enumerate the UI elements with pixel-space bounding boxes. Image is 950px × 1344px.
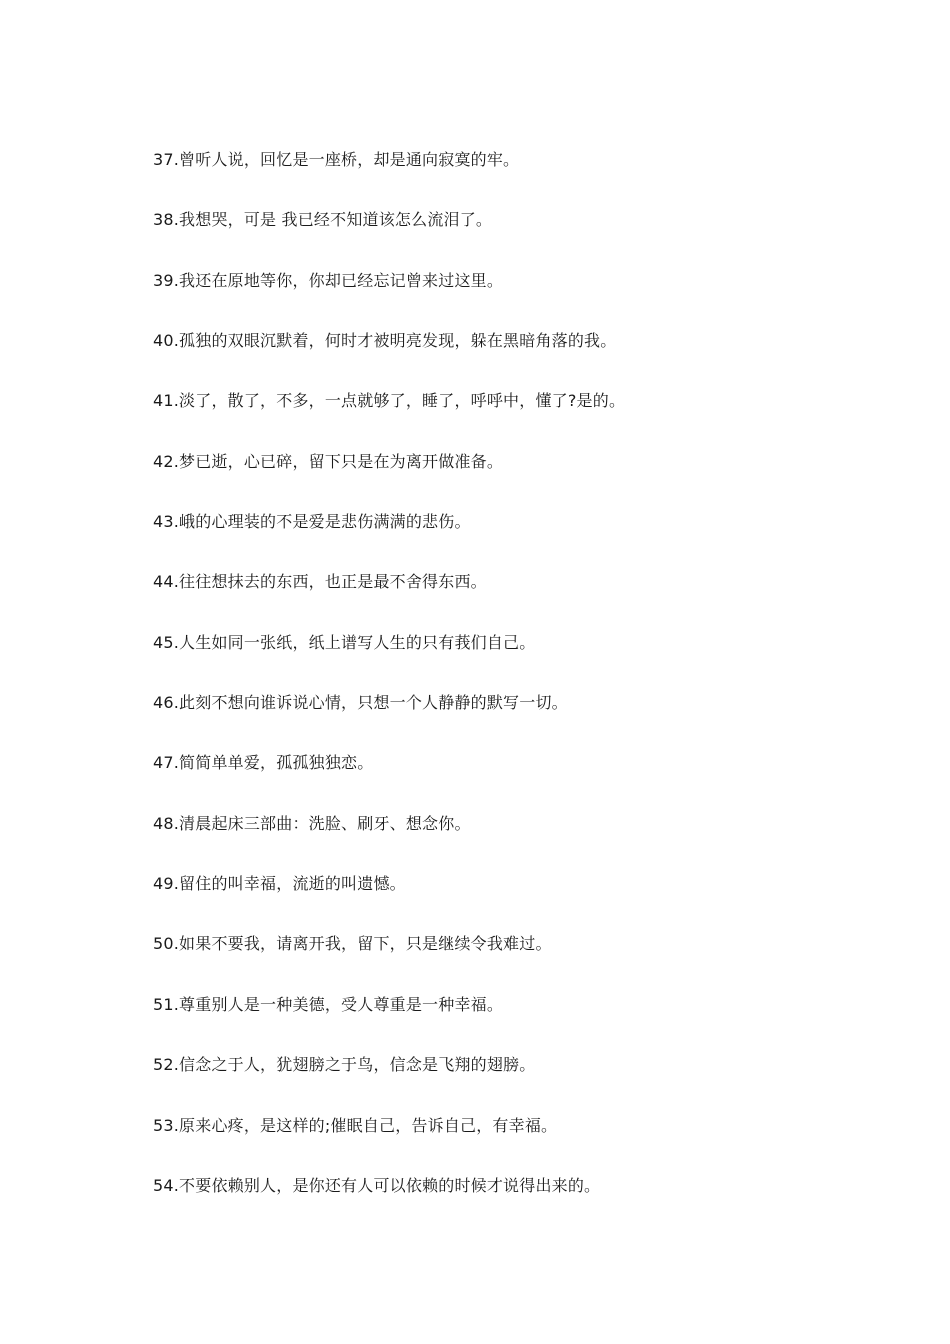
quote-line: 41.淡了，散了，不多，一点就够了，睡了，呼呼中，懂了?是的。	[153, 391, 626, 411]
quote-line: 48.清晨起床三部曲：洗脸、刷牙、想念你。	[153, 813, 471, 833]
quote-line: 40.孤独的双眼沉默着，何时才被明亮发现，躲在黑暗角落的我。	[153, 331, 617, 351]
quote-line: 43.峨的心理装的不是爱是悲伤满满的悲伤。	[153, 512, 471, 532]
quote-line: 38.我想哭，可是 我已经不知道该怎么流泪了。	[153, 210, 493, 230]
quote-line: 50.如果不要我，请离开我，留下，只是继续令我难过。	[153, 934, 552, 954]
quote-line: 49.留住的叫幸福，流逝的叫遗憾。	[153, 874, 406, 894]
quote-line: 54.不要依赖别人，是你还有人可以依赖的时候才说得出来的。	[153, 1175, 601, 1195]
quote-line: 51.尊重别人是一种美德，受人尊重是一种幸福。	[153, 994, 504, 1014]
quote-line: 39.我还在原地等你，你却已经忘记曾来过这里。	[153, 270, 504, 290]
quote-list	[153, 148, 873, 1234]
quote-line: 46.此刻不想向谁诉说心情，只想一个人静静的默写一切。	[153, 693, 568, 713]
quote-line: 44.往往想抹去的东西，也正是最不舍得东西。	[153, 572, 487, 592]
quote-line: 45.人生如同一张纸，纸上谱写人生的只有莪们自己。	[153, 632, 536, 652]
quote-line: 52.信念之于人，犹翅膀之于鸟，信念是飞翔的翅膀。	[153, 1055, 536, 1075]
quote-line: 37.曾听人说，回忆是一座桥，却是通向寂寞的牢。	[153, 150, 520, 169]
quote-line: 47.简简单单爱，孤孤独独恋。	[153, 753, 374, 773]
quote-line: 53.原来心疼，是这样的;催眠自己，告诉自己，有幸福。	[153, 1115, 558, 1135]
quote-line: 42.梦已逝，心已碎，留下只是在为离开做准备。	[153, 451, 504, 471]
